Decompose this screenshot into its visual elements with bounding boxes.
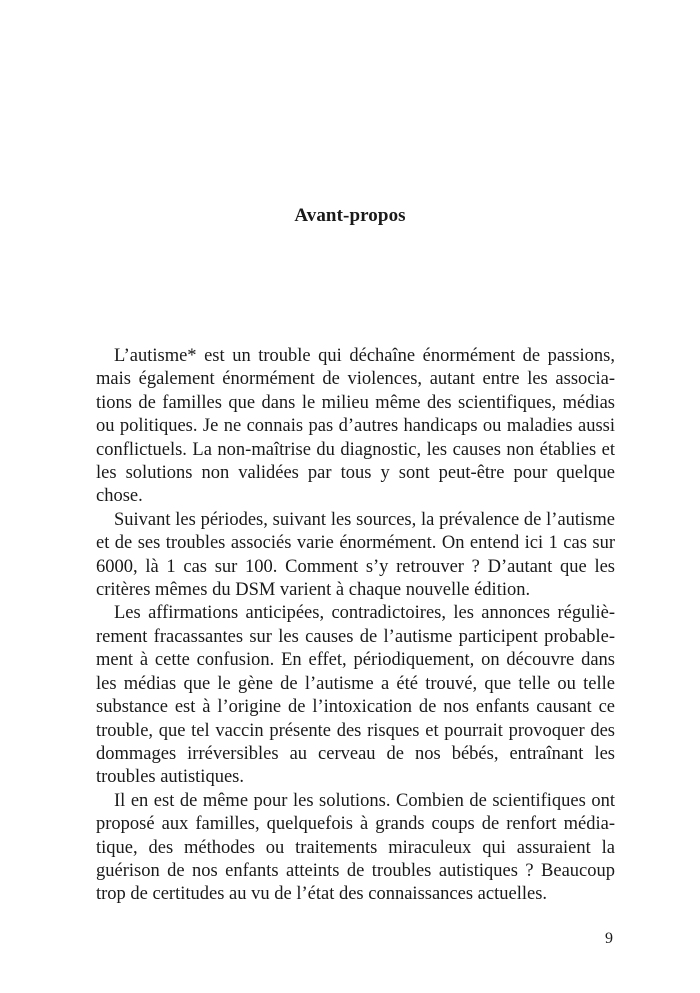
- paragraph-3: Les affirmations anticipées, contradictoires, les annonces régulièrement fracassantes sur les causes de l’autisme participent probablement à cette confusion. En effet, périodiquement, on découvre dans les médias que le gène de l’autisme a été trouvé, que telle ou telle substance est à l’origine de l’intoxication de nos enfants causant ce trouble, que tel vaccin présente des risques et pourrait provoquer des dommages irréversibles au cerveau de nos bébés, entraînant les troubles autistiques.: [96, 603, 615, 788]
- page-number: 9: [605, 930, 613, 947]
- body-text: [96, 345, 615, 907]
- paragraph-2: Suivant les périodes, suivant les sources, la prévalence de l’autisme et de ses troubles associés varie énormément. On entend ici 1 cas sur 6000, là 1 cas sur 100. Comment s’y retrouver ? D’autant que les critères mêmes du DSM varient à chaque nouvelle édition.: [96, 509, 615, 601]
- paragraph-4: Il en est de même pour les solutions. Combien de scientifiques ont proposé aux familles, quelquefois à grands coups de renfort médiatique, des méthodes ou traitements miraculeux qui assuraient la guérison de nos enfants atteints de troubles autistiques ? Beaucoup trop de certitudes au vu de l’état des connaissances actuelles.: [96, 790, 615, 905]
- chapter-title: Avant-propos: [294, 205, 406, 226]
- paragraph-1: L’autisme* est un trouble qui déchaîne énormément de passions, mais également énormément de violences, autant entre les associations de familles que dans le milieu même des scientifiques, médias ou politiques. Je ne connais pas d’autres handicaps ou maladies aussi conflictuels. La non-maîtrise du diagnostic, les causes non établies et les solutions non validées par tous y sont peut-être pour quelque chose.: [96, 346, 615, 507]
